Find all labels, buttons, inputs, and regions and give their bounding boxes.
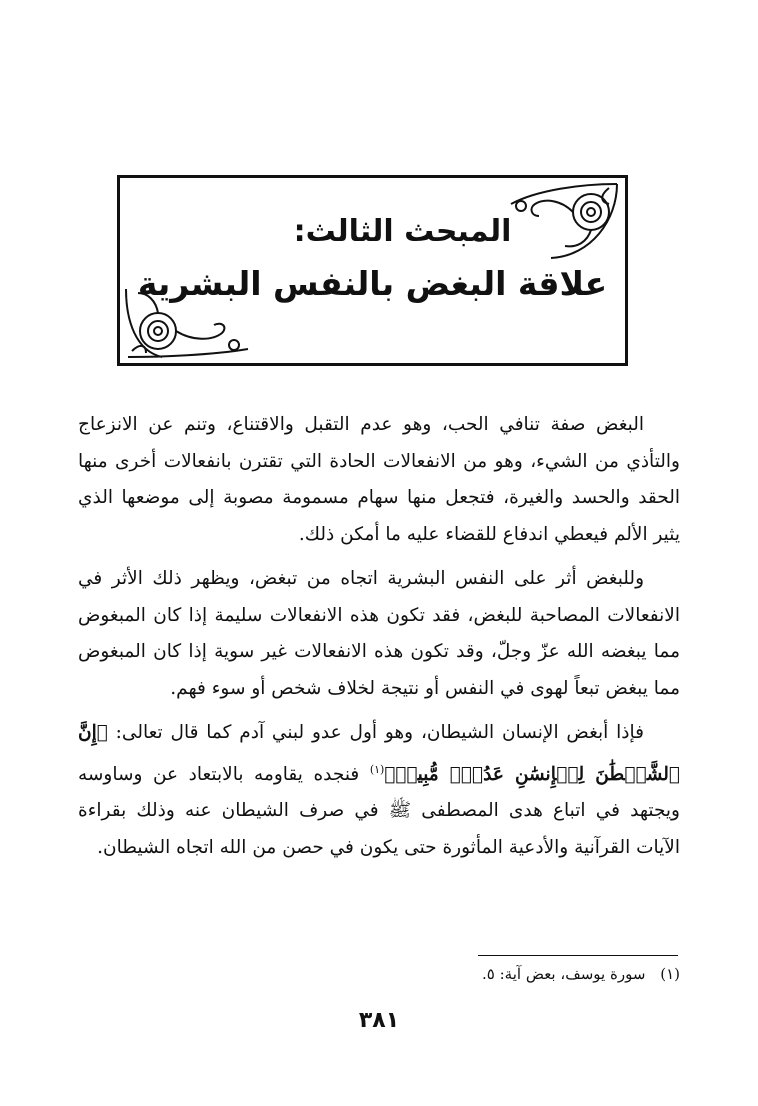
footnote-divider — [478, 955, 678, 956]
footnote — [78, 965, 680, 983]
paragraph-1: البغض صفة تنافي الحب، وهو عدم التقبل والاقتناع، وتنم عن الانزعاج والتأذي من الشيء، وهو من الانفعالات الحادة التي تقترن بانفعالات أخرى منها الحقد والحسد والغيرة، فتجعل منها سهام مسمومة مصوبة إلى موضعها الذي يثير الألم فيعطي اندفاع للقضاء عليه ما أمكن ذلك. — [78, 414, 680, 545]
corner-ornament-bottom-left-icon — [122, 281, 262, 361]
chapter-title-line1: المبحث الثالث: — [293, 214, 512, 249]
footnote-reference[interactable]: (١) — [369, 762, 385, 776]
chapter-title-frame — [117, 175, 628, 366]
footnote-text: سورة يوسف، بعض آية: ٥. — [482, 965, 646, 983]
quran-verse: ﴿إِنَّ ٱلشَّيۡطَٰنَ لِلۡإِنسَٰنِ عَدُوّٞ مُّبِينٞ﴾ — [78, 722, 680, 785]
page-number: ٣٨١ — [358, 1008, 400, 1033]
paragraph-3-intro: فإذا أبغض الإنسان الشيطان، وهو أول عدو لبني آدم كما قال تعالى: — [115, 722, 644, 743]
paragraph-3-rest: فنجده يقاومه بالابتعاد عن وساوسه ويجتهد في اتباع هدى المصطفى ﷺ في صرف الشيطان عنه وذلك بقراءة الآيات القرآنية والأدعية المأثورة حتى يكون في حصن من الله اتجاه الشيطان. — [78, 763, 680, 858]
footnote-number: (١) — [660, 965, 680, 983]
chapter-title-line2: علاقة البغض بالنفس البشرية — [137, 264, 608, 303]
paragraph-3 — [78, 715, 680, 866]
body-text — [78, 407, 680, 866]
paragraph-2: وللبغض أثر على النفس البشرية اتجاه من تبغض، ويظهر ذلك الأثر في الانفعالات المصاحبة للبغض، فقد تكون هذه الانفعالات سليمة إذا كان المبغوض مما يبغضه الله عزّ وجلّ، وقد تكون هذه الانفعالات غير سوية إذا كان المبغوض مما يبغض تبعاً لهوى في النفس أو نتيجة لخلاف شخص أو سوء فهم. — [78, 568, 680, 699]
